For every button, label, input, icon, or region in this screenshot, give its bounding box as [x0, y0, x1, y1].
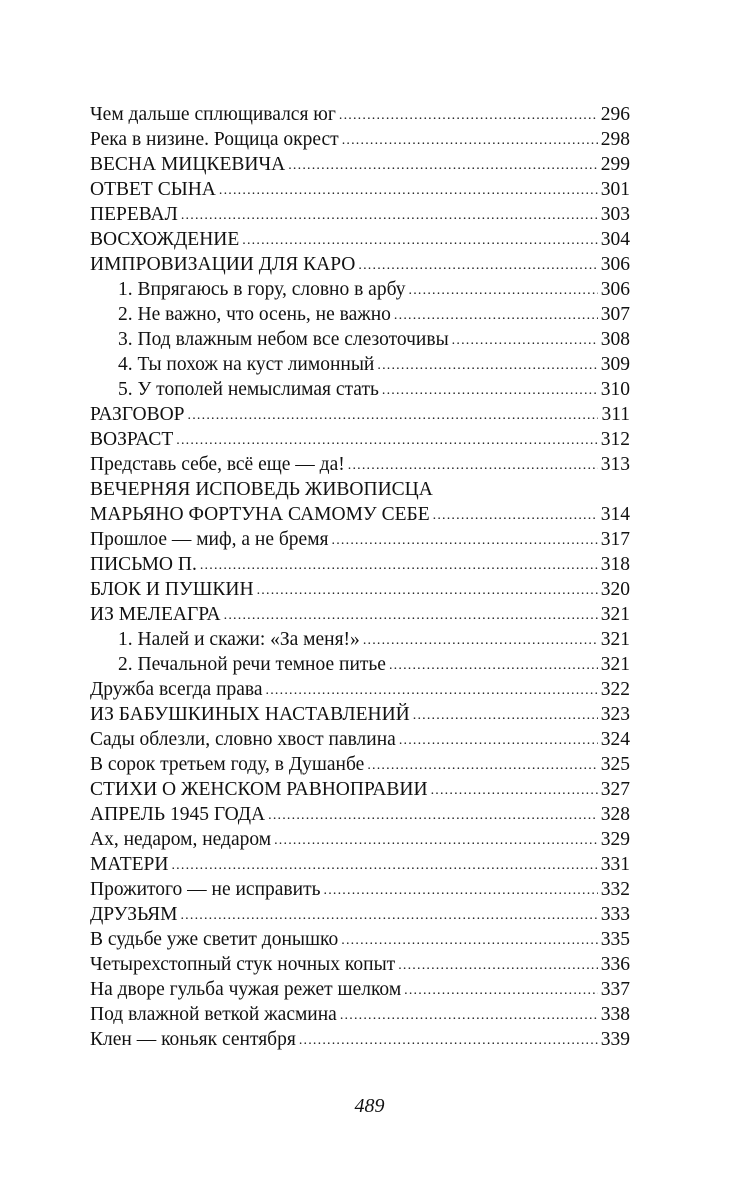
dot-leader [288, 153, 598, 178]
toc-entry-title: 3. Под влажным небом все слезоточивы [118, 329, 449, 350]
toc-entry-page: 301 [600, 179, 630, 200]
toc-entry-page: 306 [600, 279, 630, 300]
toc-entry-title: ИЗ МЕЛЕАГРА [90, 604, 221, 625]
toc-entry-title: ВЕСНА МИЦКЕВИЧА [90, 154, 286, 175]
toc-entry-title: 2. Не важно, что осень, не важно [118, 304, 391, 325]
toc-entry-title: Прожитого — не исправить [90, 879, 321, 900]
toc-entry-title: ИМПРОВИЗАЦИИ ДЛЯ КАРО [90, 254, 356, 275]
toc-entry-title: ВОЗРАСТ [90, 429, 174, 450]
toc-entry-title: Дружба всегда права [90, 679, 263, 700]
toc-entry-page: 312 [600, 429, 630, 450]
toc-entry-page: 298 [600, 129, 630, 150]
toc-entry-page: 299 [600, 154, 630, 175]
toc-entry [90, 877, 630, 902]
page-number: 489 [354, 1095, 385, 1117]
toc-entry-title: Река в низине. Рощица окрест [90, 129, 339, 150]
toc-entry-title: На дворе гульба чужая режет шелком [90, 979, 402, 1000]
dot-leader [219, 178, 598, 203]
toc-entry [90, 677, 630, 702]
toc-entry-page: 310 [600, 379, 630, 400]
dot-leader [324, 878, 598, 903]
dot-leader [409, 278, 598, 303]
toc-entry-page: 336 [600, 954, 630, 975]
toc-entry-page: 327 [600, 779, 630, 800]
toc-entry-title: Под влажной веткой жасмина [90, 1004, 337, 1025]
toc-entry-title: ВОСХОЖДЕНИЕ [90, 229, 240, 250]
dot-leader [181, 203, 598, 228]
toc-entry [90, 927, 630, 952]
dot-leader [358, 253, 597, 278]
toc-entry [90, 402, 630, 427]
toc-entry-page: 322 [600, 679, 630, 700]
toc-entry-title: РАЗГОВОР [90, 404, 185, 425]
dot-leader [433, 503, 598, 528]
toc-entry-page: 328 [600, 804, 630, 825]
toc-entry-page: 321 [600, 654, 630, 675]
toc-entry [90, 377, 630, 402]
toc-entry-title: Сады облезли, словно хвост павлина [90, 729, 396, 750]
toc-entry-page: 323 [600, 704, 630, 725]
dot-leader [176, 428, 598, 453]
toc-entry-page: 304 [600, 229, 630, 250]
toc-entry-page: 338 [600, 1004, 630, 1025]
toc-entry-title: ПЕРЕВАЛ [90, 204, 178, 225]
toc-entry-title: ВЕЧЕРНЯЯ ИСПОВЕДЬ ЖИВОПИСЦА [90, 479, 433, 500]
toc-entry [90, 727, 630, 752]
toc-entry [90, 477, 630, 502]
dot-leader [398, 953, 598, 978]
toc-entry-title: В судьбе уже светит донышко [90, 929, 339, 950]
toc-entry-title: 4. Ты похож на куст лимонный [118, 354, 375, 375]
toc-entry [90, 577, 630, 602]
toc-entry-title: Ах, недаром, недаром [90, 829, 272, 850]
toc-entry [90, 1002, 630, 1027]
toc-entry-page: 317 [600, 529, 630, 550]
toc-entry-title: СТИХИ О ЖЕНСКОМ РАВНОПРАВИИ [90, 779, 428, 800]
toc-entry-title: ИЗ БАБУШКИНЫХ НАСТАВЛЕНИЙ [90, 704, 410, 725]
toc-entry [90, 752, 630, 777]
toc-entry-page: 337 [600, 979, 630, 1000]
dot-leader [399, 728, 598, 753]
toc-entry-page: 314 [600, 504, 630, 525]
toc-entry-title: АПРЕЛЬ 1945 ГОДА [90, 804, 266, 825]
toc-entry-title: Клен — коньяк сентября [90, 1029, 296, 1050]
toc-entry [90, 902, 630, 927]
toc-entry-page: 296 [600, 104, 630, 125]
dot-leader [242, 228, 597, 253]
toc-entry [90, 652, 630, 677]
dot-leader [367, 753, 597, 778]
dot-leader [382, 378, 598, 403]
toc-entry-page: 321 [600, 629, 630, 650]
toc-entry [90, 202, 630, 227]
dot-leader [413, 703, 598, 728]
dot-leader [332, 528, 598, 553]
toc-entry-page: 313 [600, 454, 630, 475]
toc-entry [90, 177, 630, 202]
toc-entry [90, 552, 630, 577]
toc-entry [90, 152, 630, 177]
toc-entry-title: Представь себе, всё еще — да! [90, 454, 345, 475]
dot-leader [394, 303, 598, 328]
toc-entry-page: 320 [600, 579, 630, 600]
toc-entry [90, 102, 630, 127]
toc-entry-page: 303 [600, 204, 630, 225]
toc-entry [90, 777, 630, 802]
toc-entry-title: Чем дальше сплющивался юг [90, 104, 336, 125]
toc-entry-page: 318 [600, 554, 630, 575]
dot-leader [404, 978, 598, 1003]
dot-leader [377, 353, 597, 378]
dot-leader [341, 928, 597, 953]
toc-entry [90, 502, 630, 527]
dot-leader [224, 603, 598, 628]
toc-entry [90, 627, 630, 652]
dot-leader [257, 578, 598, 603]
toc-entry-title: Четырехстопный стук ночных копыт [90, 954, 396, 975]
dot-leader [274, 828, 598, 853]
toc-entry [90, 1027, 630, 1052]
toc-entry [90, 277, 630, 302]
dot-leader [171, 853, 597, 878]
toc-entry-page: 335 [600, 929, 630, 950]
dot-leader [200, 553, 598, 578]
toc-entry [90, 452, 630, 477]
toc-entry-page: 339 [600, 1029, 630, 1050]
dot-leader [342, 128, 598, 153]
dot-leader [339, 103, 598, 128]
dot-leader [340, 1003, 598, 1028]
toc-entry [90, 352, 630, 377]
toc-entry-page: 329 [600, 829, 630, 850]
toc-entry-title: МАТЕРИ [90, 854, 169, 875]
toc-entry [90, 827, 630, 852]
toc-entry [90, 852, 630, 877]
toc-entry-title: Прошлое — миф, а не бремя [90, 529, 329, 550]
dot-leader [266, 678, 598, 703]
toc-entry [90, 302, 630, 327]
toc-entry [90, 802, 630, 827]
toc-entry [90, 977, 630, 1002]
toc-entry-page: 308 [600, 329, 630, 350]
dot-leader [452, 328, 598, 353]
toc-entry-page: 325 [600, 754, 630, 775]
toc-entry [90, 127, 630, 152]
toc-entry-page: 321 [600, 604, 630, 625]
toc-entry-title: 1. Налей и скажи: «За меня!» [118, 629, 360, 650]
toc-entry-page: 307 [600, 304, 630, 325]
toc-entry-title: БЛОК И ПУШКИН [90, 579, 254, 600]
toc-entry-title: ДРУЗЬЯМ [90, 904, 178, 925]
toc-entry-title: ПИСЬМО П. [90, 554, 197, 575]
toc-entry-title: В сорок третьем году, в Душанбе [90, 754, 365, 775]
toc-entry [90, 952, 630, 977]
toc-entry [90, 602, 630, 627]
toc-entry-page: 331 [600, 854, 630, 875]
table-of-contents [90, 102, 630, 1052]
dot-leader [348, 453, 598, 478]
dot-leader [180, 903, 597, 928]
dot-leader [188, 403, 599, 428]
toc-entry-title: 5. У тополей немыслимая стать [118, 379, 379, 400]
toc-entry [90, 527, 630, 552]
toc-entry-title: ОТВЕТ СЫНА [90, 179, 216, 200]
toc-entry-title: 1. Впрягаюсь в гору, словно в арбу [118, 279, 406, 300]
toc-entry [90, 252, 630, 277]
toc-entry-page: 333 [600, 904, 630, 925]
toc-entry [90, 227, 630, 252]
toc-entry [90, 427, 630, 452]
toc-entry-page: 332 [600, 879, 630, 900]
toc-entry [90, 702, 630, 727]
dot-leader [299, 1028, 598, 1053]
toc-entry [90, 327, 630, 352]
toc-entry-page: 306 [600, 254, 630, 275]
dot-leader [268, 803, 598, 828]
toc-entry-title: МАРЬЯНО ФОРТУНА САМОМУ СЕБЕ [90, 504, 430, 525]
toc-entry-title: 2. Печальной речи темное питье [118, 654, 386, 675]
toc-entry-page: 309 [600, 354, 630, 375]
dot-leader [389, 653, 598, 678]
dot-leader [363, 628, 598, 653]
toc-entry-page: 311 [601, 404, 630, 425]
dot-leader [431, 778, 598, 803]
toc-entry-page: 324 [600, 729, 630, 750]
